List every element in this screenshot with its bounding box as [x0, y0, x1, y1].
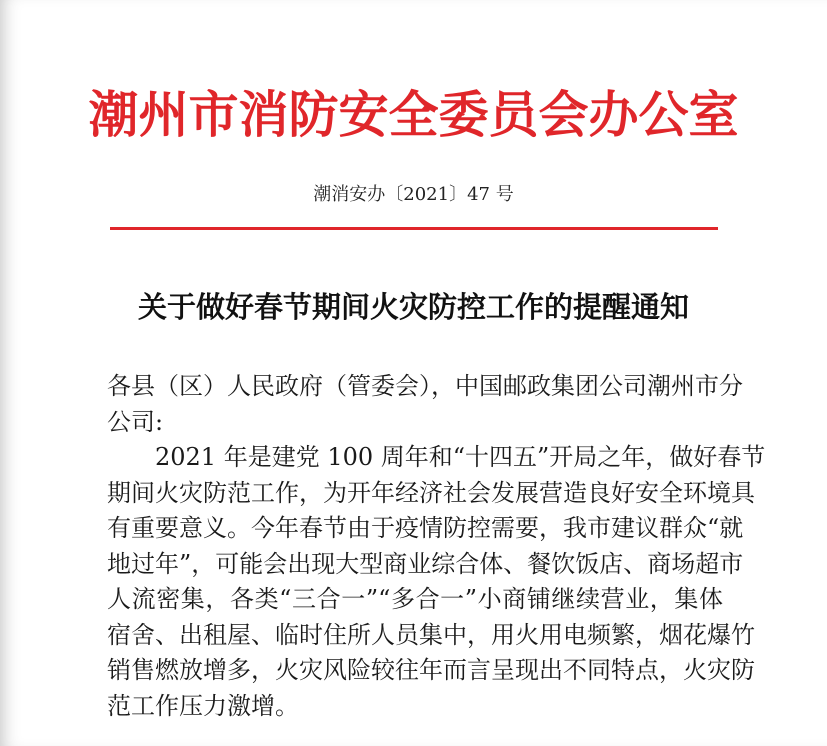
notice-title: 关于做好春节期间火灾防控工作的提醒通知	[137, 290, 689, 324]
body-line: 期间火灾防范工作，为开年经济社会发展营造良好安全环境具	[107, 478, 755, 507]
salutation	[107, 369, 743, 440]
body-line: 各县（区）人民政府（管委会），中国邮政集团公司潮州市分	[107, 372, 743, 400]
issuing-office-title: 潮州市消防安全委员会办公室	[88, 85, 739, 144]
body-line: 宿舍、出租屋、临时住所人员集中，用火用电频繁，烟花爆竹	[107, 620, 755, 649]
body-line: 人流密集，各类“三合一”“多合一”小商铺继续营业，集体	[107, 585, 723, 613]
notice-body	[107, 369, 766, 724]
body-line: 销售燃放增多，火灾风险较往年而言呈现出不同特点，火灾防	[107, 656, 755, 684]
paragraph-1	[107, 440, 766, 724]
body-line: 2021 年是建党 100 周年和“十四五”开局之年，做好春节	[107, 443, 766, 471]
body-line: 范工作压力激增。	[107, 691, 299, 720]
document-number: 潮消安办〔2021〕47 号	[313, 184, 514, 205]
body-line: 有重要意义。今年春节由于疫情防控需要，我市建议群众“就	[107, 514, 744, 542]
body-line: 地过年”，可能会出现大型商业综合体、餐饮饭店、商场超市	[107, 549, 744, 578]
header-divider	[110, 227, 718, 230]
body-line: 公司:	[107, 407, 164, 436]
